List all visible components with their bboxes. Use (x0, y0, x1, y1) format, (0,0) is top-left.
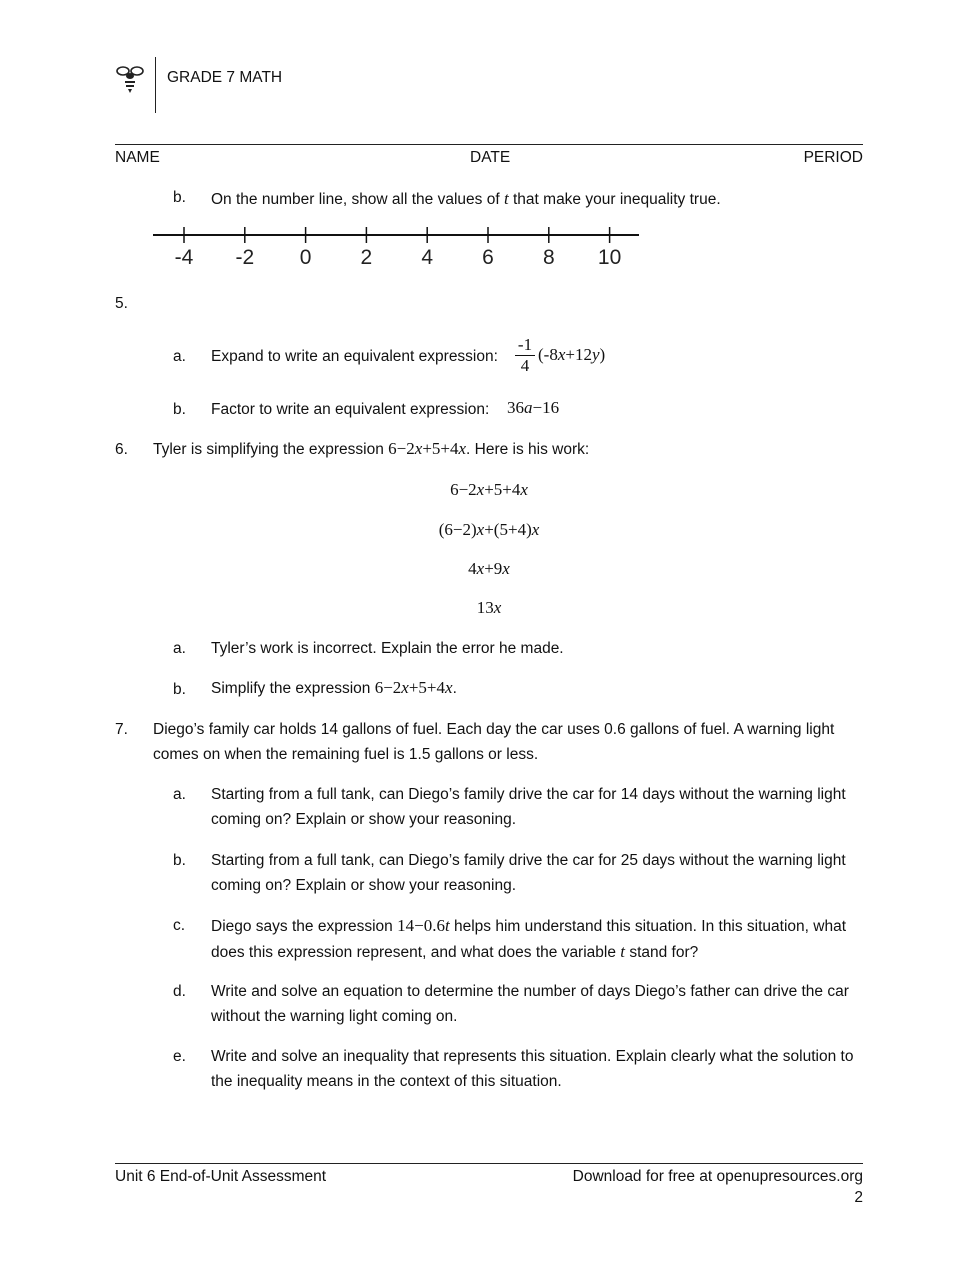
bee-logo-icon (113, 62, 147, 96)
q6a-text: Tyler’s work is incorrect. Explain the error he made. (211, 640, 564, 657)
number-line-label: 10 (597, 246, 622, 269)
work-line-1: 6−2x+5+4x (450, 480, 528, 499)
date-label: DATE (470, 149, 511, 166)
course-title: GRADE 7 MATH (167, 69, 283, 86)
number-line-label: 0 (299, 246, 312, 269)
q5-number: 5. (115, 295, 128, 312)
q5a-expr: (-8x+12y) (538, 345, 606, 364)
number-line-label: 8 (542, 246, 555, 269)
q7c-text: Diego says the expression 14−0.6t helps him understand this situation. In this situation, what does this expression represent, and what does the variable t stand for? (211, 916, 847, 961)
q6-number: 6. (115, 441, 128, 458)
footer-left: Unit 6 End-of-Unit Assessment (115, 1168, 327, 1185)
number-line-label: 4 (421, 246, 434, 269)
number-line-label: 2 (360, 246, 373, 269)
q7d-letter: d. (173, 983, 186, 1000)
number-line-label: -2 (235, 246, 255, 269)
q5a-letter: a. (173, 348, 186, 365)
q7b-letter: b. (173, 852, 186, 869)
q7c-letter: c. (173, 917, 186, 934)
q4b-letter: b. (173, 189, 186, 206)
q7e-text: Write and solve an inequality that represents this situation. Explain clearly what the solution to the inequality means in the context of this situation. (211, 1048, 854, 1090)
q5b-letter: b. (173, 401, 186, 418)
page-number: 2 (854, 1189, 863, 1206)
work-line-3: 4x+9x (468, 559, 510, 578)
q5a-fraction (513, 335, 537, 376)
logo-divider (155, 57, 156, 113)
q7-text: Diego’s family car holds 14 gallons of fuel. Each day the car uses 0.6 gallons of fuel. A warning light comes on when the remaining fuel is 1.5 gallons or less. (153, 721, 835, 763)
q5b-text: Factor to write an equivalent expression: (211, 401, 490, 418)
q6b-letter: b. (173, 681, 186, 698)
q5b-expr: 36a−16 (507, 398, 560, 417)
name-label: NAME (115, 149, 160, 166)
footer-right[interactable]: Download for free at openupresources.org (572, 1168, 863, 1185)
number-line[interactable] (150, 222, 645, 272)
q6a-letter: a. (173, 640, 186, 657)
q4b-text: On the number line, show all the values of t that make your inequality true. (211, 189, 721, 208)
q7a-text: Starting from a full tank, can Diego’s family drive the car for 14 days without the warning light coming on? Explain or show your reasoning. (211, 786, 846, 828)
q7e-letter: e. (173, 1048, 186, 1065)
header-rule (115, 144, 863, 145)
q7b-text: Starting from a full tank, can Diego’s family drive the car for 25 days without the warning light coming on? Explain or show your reasoning. (211, 852, 846, 894)
q7a-letter: a. (173, 786, 186, 803)
q5a-text: Expand to write an equivalent expression: (211, 348, 498, 365)
footer-rule (115, 1163, 863, 1164)
period-label: PERIOD (803, 149, 863, 166)
number-line-label: 6 (482, 246, 494, 269)
work-line-4: 13x (476, 598, 502, 617)
q6-text: Tyler is simplifying the expression 6−2x+5+4x. Here is his work: (153, 439, 590, 458)
work-line-2: (6−2)x+(5+4)x (438, 520, 540, 539)
q6b-text: Simplify the expression 6−2x+5+4x. (211, 678, 457, 697)
frac-numerator: -1 (517, 335, 533, 354)
number-line-label: -4 (174, 246, 194, 269)
q7-number: 7. (115, 721, 128, 738)
q7d-text: Write and solve an equation to determine the number of days Diego’s father can drive the car without the warning light coming on. (211, 983, 849, 1025)
frac-denominator: 4 (520, 356, 530, 375)
